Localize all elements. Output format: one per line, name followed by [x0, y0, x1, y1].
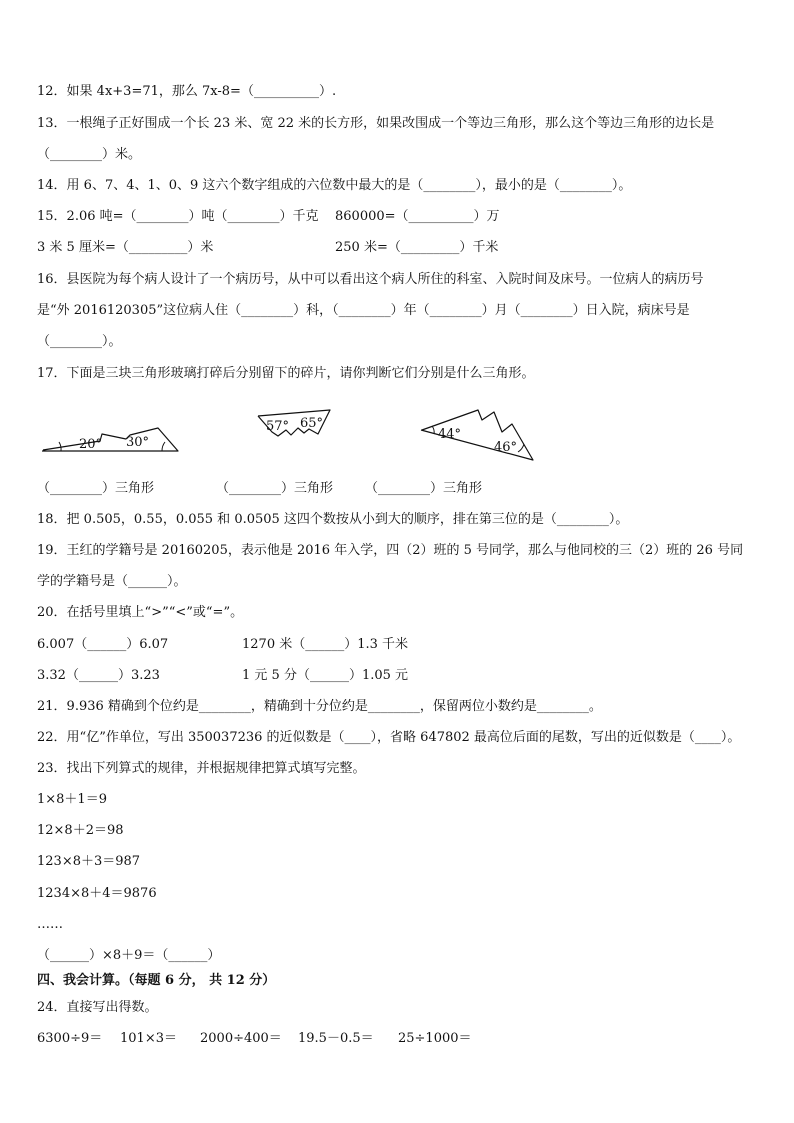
- question-19-line-1: 19．王红的学籍号是 20160205，表示他是 2016 年入学，四（2）班的 5 号同学，那么与他同校的三（2）班的 26 号同: [37, 543, 744, 558]
- question-20-item-2: 1270 米（______）1.3 千米: [242, 637, 409, 652]
- question-15-part-2: 860000=（__________）万: [335, 209, 500, 224]
- question-22: 22．用“亿”作单位，写出 350037236 的近似数是（____），省略 647802 最高位后面的尾数，写出的近似数是（____）。: [37, 730, 741, 745]
- question-23: 23．找出下列算式的规律，并根据规律把算式填写完整。: [37, 761, 366, 776]
- question-17: 17．下面是三块三角形玻璃打碎后分别留下的碎片，请你判断它们分别是什么三角形。: [37, 366, 535, 381]
- question-17-answer-3: （________）三角形: [365, 481, 483, 496]
- triangle-fragment-3: [418, 408, 538, 463]
- question-12: 12．如果 4x+3=71，那么 7x-8=（__________）.: [37, 84, 337, 99]
- triangle-fragment-1: [42, 412, 182, 462]
- question-20-item-1: 6.007（______）6.07: [37, 637, 169, 652]
- calc-item-4: 19.5－0.5＝: [298, 1031, 374, 1046]
- question-15-part-1: 15．2.06 吨=（________）吨（________）千克: [37, 209, 319, 224]
- question-19-line-2: 学的学籍号是（______）。: [37, 574, 187, 589]
- angle-label-57: 57°: [266, 419, 290, 434]
- calc-item-1: 6300÷9＝: [37, 1031, 103, 1046]
- question-15-part-4: 250 米=（_________）千米: [335, 240, 499, 255]
- pattern-line-1: 1×8＋1＝9: [37, 792, 107, 807]
- angle-label-30: 30°: [126, 435, 150, 450]
- pattern-blank-line: （______）×8＋9＝（______）: [37, 948, 221, 963]
- pattern-ellipsis: ……: [37, 917, 63, 932]
- question-20: 20．在括号里填上“>”“<”或“=”。: [37, 605, 244, 620]
- question-14: 14．用 6、7、4、1、0、9 这六个数字组成的六位数中最大的是（________），最小的是（________）。: [37, 178, 632, 193]
- triangle-fragment-2: [258, 410, 338, 460]
- question-21: 21．9.936 精确到个位约是________，精确到十分位约是________，保留两位小数约是________。: [37, 699, 602, 714]
- pattern-line-3: 123×8＋3＝987: [37, 854, 141, 869]
- question-20-item-4: 1 元 5 分（______）1.05 元: [242, 668, 409, 683]
- pattern-line-4: 1234×8＋4＝9876: [37, 886, 157, 901]
- angle-label-20: 20°: [79, 437, 103, 452]
- section-4-heading: 四、我会计算。（每题 6 分， 共 12 分）: [37, 973, 276, 988]
- question-17-answer-2: （________）三角形: [216, 481, 334, 496]
- question-16-line-2: 是“外 2016120305”这位病人住（________）科，（________）年（________）月（________）日入院，病床号是: [37, 303, 690, 318]
- pattern-line-2: 12×8＋2＝98: [37, 823, 124, 838]
- question-13-line-2: （________）米。: [37, 147, 142, 162]
- question-16-line-3: （________）。: [37, 334, 122, 349]
- question-17-answer-1: （________）三角形: [37, 481, 155, 496]
- question-13-line-1: 13．一根绳子正好围成一个长 23 米、宽 22 米的长方形，如果改围成一个等边三角形，那么这个等边三角形的边长是: [37, 116, 715, 131]
- question-24: 24．直接写出得数。: [37, 1000, 158, 1015]
- question-15-part-3: 3 米 5 厘米=（_________）米: [37, 240, 214, 255]
- question-16-line-1: 16．县医院为每个病人设计了一个病历号，从中可以看出这个病人所住的科室、入院时间及床号。一位病人的病历号: [37, 272, 704, 287]
- calc-item-3: 2000÷400＝: [200, 1031, 282, 1046]
- calc-item-2: 101×3＝: [120, 1031, 177, 1046]
- angle-label-46: 46°: [494, 440, 518, 455]
- angle-label-65: 65°: [300, 416, 324, 431]
- angle-label-44: 44°: [438, 427, 462, 442]
- question-20-item-3: 3.32（______）3.23: [37, 668, 160, 683]
- question-18: 18．把 0.505，0.55，0.055 和 0.0505 这四个数按从小到大的顺序，排在第三位的是（________）。: [37, 512, 629, 527]
- calc-item-5: 25÷1000＝: [398, 1031, 472, 1046]
